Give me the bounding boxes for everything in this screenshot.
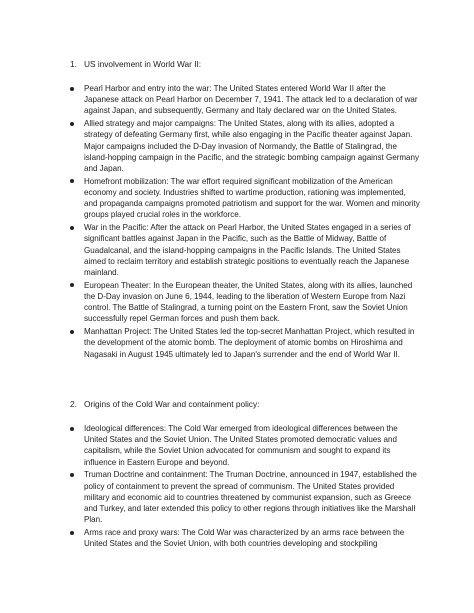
list-item [70, 527, 420, 549]
list-item-text: Manhattan Project: The United States led the top-secret Manhattan Project, which resulted in the development of the atomic bomb. The deployment of atomic bombs on Hiroshima and Nagasaki in August 1945 ultimately led to Japan's surrender and the end of World War II. [84, 327, 415, 359]
bullet-dot-icon [70, 283, 74, 287]
list-item-text: Arms race and proxy wars: The Cold War was characterized by an arms race between the United States and the Soviet Union, with both countries developing and stockpiling [84, 528, 405, 549]
section-heading [70, 399, 420, 410]
list-item-text: European Theater: In the European theater, the United States, along with its allies, launched the D-Day invasion on June 6, 1944, leading to the liberation of Western Europe from Nazi control. The Battle of Stalingrad, a turning point on the Eastern Front, saw the Soviet Union successfully repel German forces and push them back. [84, 280, 413, 324]
list-item [70, 326, 420, 360]
list-item-text: Truman Doctrine and containment: The Truman Doctrine, announced in 1947, established the policy of containment to prevent the spread of communism. The United States provided military and economic aid to countries threatened by communist expansion, such as Greece and Turkey, and later extended this policy to other regions through initiatives like the Marshall Plan. [84, 470, 417, 525]
list-item-text: Pearl Harbor and entry into the war: The United States entered World War II after the Japanese attack on Pearl Harbor on December 7, 1941. The attack led to a declaration of war against Japan, and subsequently, Germany and Italy declared war on the United States. [84, 84, 418, 116]
bullet-dot-icon [70, 330, 74, 334]
bullet-dot-icon [70, 531, 74, 535]
list-item [70, 423, 420, 468]
bullet-dot-icon [70, 122, 74, 126]
bullet-dot-icon [70, 226, 74, 230]
bullet-dot-icon [70, 427, 74, 431]
section-us-ww2 [70, 59, 420, 361]
list-item-text: War in the Pacific: After the attack on Pearl Harbor, the United States engaged in a series of significant battles against Japan in the Pacific, such as the Battle of Midway, Battle of Guadalcanal, and the island-hopping campaigns in the Pacific Islands. The United States aimed to reclaim territory and establish strategic positions to eventually reach the Japanese mainland. [84, 223, 411, 278]
list-item [70, 83, 420, 117]
section-cold-war [70, 399, 420, 551]
section-heading [70, 59, 420, 70]
list-item [70, 222, 420, 278]
list-item [70, 176, 420, 221]
section-title: Origins of the Cold War and containment policy: [84, 399, 260, 409]
section-number: 1. [70, 59, 77, 69]
list-item-text: Allied strategy and major campaigns: The United States, along with its allies, adopted a strategy of defeating Germany first, while also engaging in the Pacific theater against Japan. Major campaigns included the D-Day invasion of Normandy, the Battle of Stalingrad, the island-hopping campaign in the Pacific, and the strategic bombing campaign against Germany and Japan. [84, 119, 420, 174]
bullet-dot-icon [70, 87, 74, 91]
list-item-text: Homefront mobilization: The war effort required significant mobilization of the American economy and society. Industries shifted to wartime production, rationing was implemented, and propaganda campaigns promoted patriotism and support for the war. Women and minority groups played crucial roles in the workforce. [84, 176, 420, 220]
bullet-list [70, 83, 420, 360]
list-item [70, 118, 420, 174]
bullet-dot-icon [70, 179, 74, 183]
bullet-dot-icon [70, 473, 74, 477]
list-item [70, 469, 420, 525]
list-item-text: Ideological differences: The Cold War emerged from ideological differences between the United States and the Soviet Union. The United States promoted democratic values and capitalism, while the Soviet Union advocated for communism and sought to expand its influence in Eastern Europe and beyond. [84, 424, 398, 467]
list-item [70, 280, 420, 325]
section-number: 2. [70, 399, 77, 409]
bullet-list [70, 423, 420, 549]
section-title: US involvement in World War II: [84, 59, 202, 69]
